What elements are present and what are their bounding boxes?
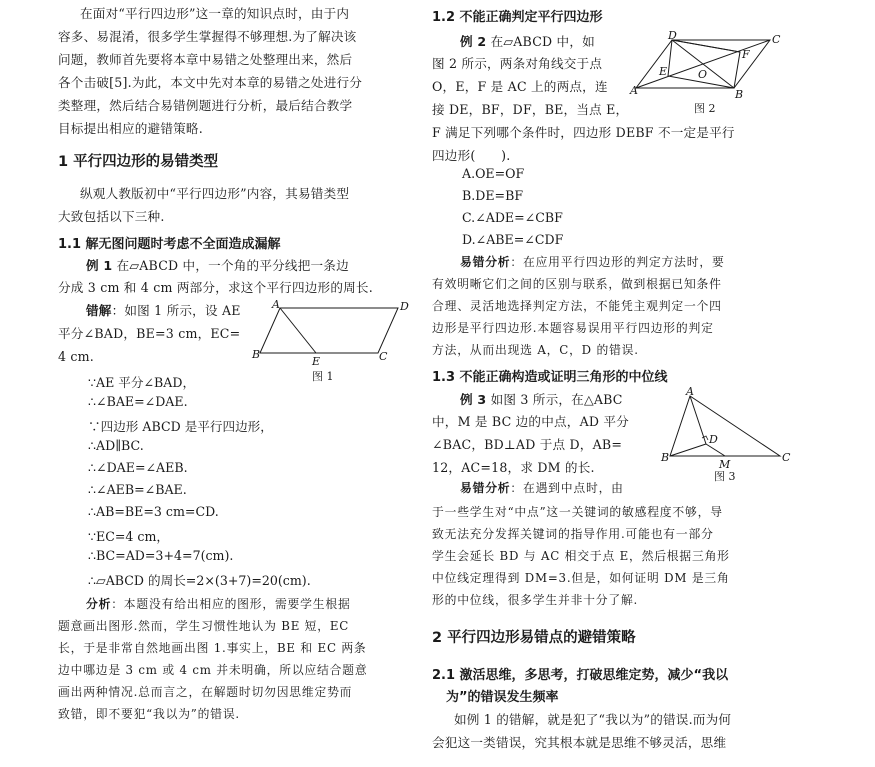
section-1-title: 1 平行四边形的易错类型 bbox=[58, 154, 219, 170]
analysis-2-line-5: 方法，从而出现选 A，C，D 的错误. bbox=[432, 343, 639, 357]
step-7: ∴AB=BE=3 cm=CD. bbox=[88, 504, 219, 519]
figure-1-caption: 图 1 bbox=[312, 370, 334, 383]
subsection-2-1-title-line-2: 为”的错误发生频率 bbox=[446, 690, 559, 705]
example-3-line-3: ∠BAC，BD⊥AD 于点 D，AB= bbox=[432, 437, 623, 452]
step-2: ∴∠BAE=∠DAE. bbox=[88, 394, 188, 409]
example-2-line-1 bbox=[460, 32, 595, 51]
fig2-label-e: E bbox=[659, 65, 668, 78]
analysis-1-line-5: 画出两种情况.总而言之，在解题时切勿因思维定势而 bbox=[58, 685, 353, 699]
analysis-2-line-2: 有效明晰它们之间的区别与联系，做到根据已知条件 bbox=[432, 277, 722, 291]
example-2-line-2: 图 2 所示，两条对角线交于点 bbox=[432, 56, 603, 71]
analysis-3-line-6: 形的中位线，很多学生并非十分了解. bbox=[432, 593, 639, 607]
example-3-line-4: 12，AC=18，求 DM 的长. bbox=[432, 460, 595, 475]
analysis-3-text-1: ：在遇到中点时，由 bbox=[510, 481, 624, 495]
step-3: ∵四边形 ABCD 是平行四边形， bbox=[88, 419, 273, 434]
analysis-3-line-5: 中位线定理得到 DM=3.但是，如何证明 DM 是三角 bbox=[432, 571, 730, 585]
intro-line-3: 问题，教师首先要将本章中易错之处整理出来，然后 bbox=[58, 52, 353, 67]
fig3-label-b: B bbox=[661, 451, 670, 464]
option-a: A.OE=OF bbox=[462, 166, 525, 181]
analysis-2-text-1: ：在应用平行四边形的判定方法时，要 bbox=[510, 255, 725, 269]
fig2-label-f: F bbox=[742, 48, 750, 61]
figure-1 bbox=[250, 298, 410, 388]
fig2-label-b: B bbox=[735, 88, 744, 101]
fig1-label-b: B bbox=[252, 348, 261, 361]
fig2-label-a: A bbox=[630, 84, 638, 97]
solution-line-2: 平分∠BAD，BE=3 cm，EC= bbox=[58, 326, 241, 341]
intro-line-6: 目标提出相应的避错策略. bbox=[58, 121, 203, 136]
fig2-label-o: O bbox=[698, 68, 708, 81]
section-1-intro-line-1: 纵观人教版初中“平行四边形”内容，其易错类型 bbox=[80, 186, 350, 201]
example-1-line-2: 分成 3 cm 和 4 cm 两部分，求这个平行四边形的周长. bbox=[58, 280, 373, 295]
analysis-1-line-6: 致错，即不要犯“我以为”的错误. bbox=[58, 707, 240, 721]
fig2-label-c: C bbox=[772, 33, 781, 46]
example-3-text-1: 如图 3 所示，在△ABC bbox=[490, 392, 623, 407]
analysis-2-line-3: 合理、灵活地选择判定方法，不能凭主观判定一个四 bbox=[432, 299, 722, 313]
option-b: B.DE=BF bbox=[462, 188, 524, 203]
analysis-3-line-3: 致无法充分发挥关键词的指导作用.可能也有一部分 bbox=[432, 527, 714, 541]
analysis-1-line-2: 题意画出图形.然而，学生习惯性地认为 BE 短，EC bbox=[58, 619, 350, 633]
step-6: ∴∠AEB=∠BAE. bbox=[88, 482, 187, 497]
option-c: C.∠ADE=∠CBF bbox=[462, 210, 563, 225]
step-9: ∴BC=AD=3+4=7(cm). bbox=[88, 548, 234, 563]
fig3-label-d: D bbox=[709, 433, 718, 446]
figure-3-caption: 图 3 bbox=[714, 470, 736, 483]
example-2-label: 例 2 bbox=[460, 34, 487, 49]
example-2-line-3: O，E，F 是 AC 上的两点，连 bbox=[432, 79, 608, 94]
analysis-3-line-2: 于一些学生对“中点”这一关键词的敏感程度不够，导 bbox=[432, 505, 723, 519]
fig1-label-d: D bbox=[400, 300, 409, 313]
fig1-label-a: A bbox=[272, 298, 280, 311]
example-2-line-4: 接 DE，BF，DF，BE，当点 E， bbox=[432, 102, 629, 117]
example-3-line-2: 中，M 是 BC 边的中点，AD 平分 bbox=[432, 414, 629, 429]
figure-2 bbox=[632, 30, 792, 120]
analysis-3-line-1 bbox=[460, 478, 624, 499]
section-2-title: 2 平行四边形易错点的避错策略 bbox=[432, 630, 636, 646]
example-2-line-6: 四边形( ). bbox=[432, 148, 511, 163]
subsection-1-1-title: 1.1 解无图问题时考虑不全面造成漏解 bbox=[58, 237, 281, 252]
section-1-intro-line-2: 大致包括以下三种. bbox=[58, 209, 165, 224]
example-2-text-1: 在▱ABCD 中，如 bbox=[490, 34, 595, 49]
fig3-label-c: C bbox=[782, 451, 791, 464]
step-8: ∵EC=4 cm， bbox=[88, 529, 169, 544]
example-1-line-1 bbox=[86, 256, 349, 275]
intro-line-5: 类整理，然后结合易错例题进行分析，最后结合教学 bbox=[58, 98, 353, 113]
fig3-label-m: M bbox=[719, 458, 731, 471]
option-d: D.∠ABE=∠CDF bbox=[462, 232, 564, 247]
solution-label: 错解 bbox=[86, 303, 112, 318]
subsection-2-1-title-line-1: 2.1 激活思维，多思考，打破思维定势，减少“我以 bbox=[432, 668, 729, 683]
analysis-1-text-1: ：本题没有给出相应的图形，需要学生根据 bbox=[111, 597, 351, 611]
example-2-line-5: F 满足下列哪个条件时，四边形 DEBF 不一定是平行 bbox=[432, 125, 735, 140]
example-3-label: 例 3 bbox=[460, 392, 487, 407]
section-2-1-line-1: 如例 1 的错解，就是犯了“我以为”的错误.而为何 bbox=[454, 712, 732, 727]
analysis-2-line-4: 边形是平行四边形.本题容易误用平行四边形的判定 bbox=[432, 321, 714, 335]
figure-3 bbox=[662, 386, 792, 486]
fig1-label-c: C bbox=[379, 350, 388, 363]
analysis-2-label: 易错分析 bbox=[460, 255, 511, 269]
step-4: ∴AD∥BC. bbox=[88, 438, 144, 453]
example-1-text-1: 在▱ABCD 中，一个角的平分线把一条边 bbox=[116, 258, 349, 273]
analysis-1-line-4: 边中哪边是 3 cm 或 4 cm 并未明确，所以应结合题意 bbox=[58, 663, 368, 677]
solution-text-1: ：如图 1 所示，设 AE bbox=[111, 303, 241, 318]
analysis-1-line-1 bbox=[86, 594, 351, 615]
fig2-label-d: D bbox=[668, 29, 677, 42]
analysis-3-line-4: 学生会延长 BD 与 AC 相交于点 E，然后根据三角形 bbox=[432, 549, 730, 563]
figure-2-caption: 图 2 bbox=[694, 102, 716, 115]
intro-line-2: 容多、易混淆，很多学生掌握得不够理想.为了解决该 bbox=[58, 29, 357, 44]
solution-line-3: 4 cm. bbox=[58, 349, 95, 364]
subsection-1-2-title: 1.2 不能正确判定平行四边形 bbox=[432, 10, 603, 25]
example-1-label: 例 1 bbox=[86, 258, 113, 273]
section-2-1-line-2: 会犯这一类错误，究其根本就是思维不够灵活，思维 bbox=[432, 735, 727, 750]
subsection-1-3-title: 1.3 不能正确构造或证明三角形的中位线 bbox=[432, 370, 668, 385]
analysis-2-line-1 bbox=[460, 252, 725, 273]
solution-line-1 bbox=[86, 301, 241, 320]
example-3-line-1 bbox=[460, 390, 623, 409]
analysis-3-label: 易错分析 bbox=[460, 481, 511, 495]
analysis-1-label: 分析 bbox=[86, 597, 112, 611]
analysis-1-line-3: 长，于是非常自然地画出图 1.事实上，BE 和 EC 两条 bbox=[58, 641, 367, 655]
step-10: ∴▱ABCD 的周长=2×(3+7)=20(cm). bbox=[88, 573, 311, 588]
step-1: ∵AE 平分∠BAD， bbox=[88, 375, 196, 390]
fig3-label-a: A bbox=[686, 385, 694, 398]
intro-line-1: 在面对“平行四边形”这一章的知识点时，由于内 bbox=[80, 6, 350, 21]
intro-line-4: 各个击破[5].为此，本文中先对本章的易错之处进行分 bbox=[58, 75, 363, 90]
step-5: ∴∠DAE=∠AEB. bbox=[88, 460, 188, 475]
fig1-label-e: E bbox=[312, 355, 321, 368]
